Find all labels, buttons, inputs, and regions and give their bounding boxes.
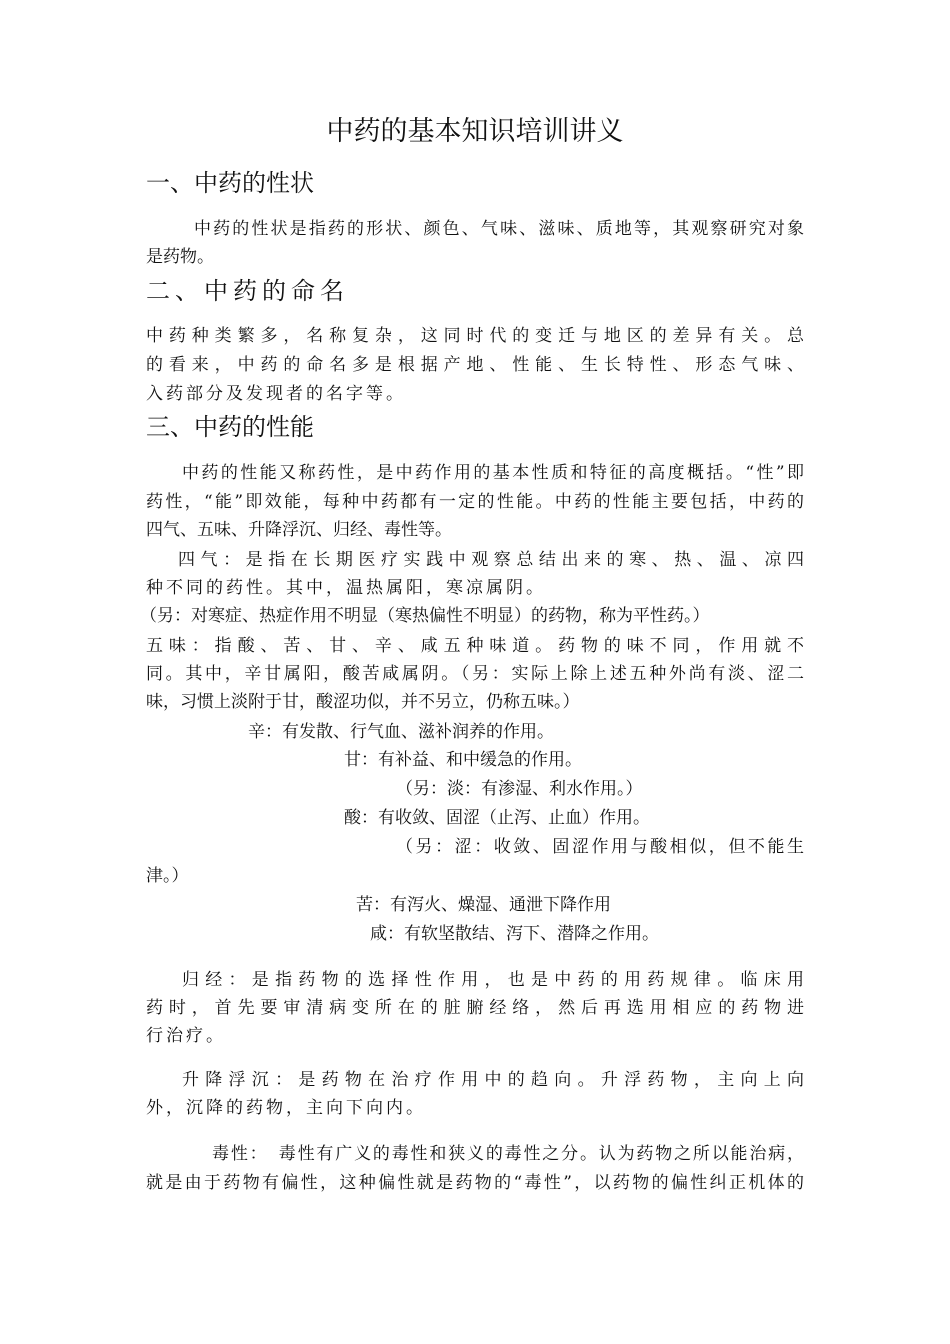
paragraph-line: 归经：是指药物的选择性作用，也是中药的用药规律。临床用 [182,970,804,990]
paragraph-line: 中药的性能又称药性，是中药作用的基本性质和特征的高度概括。“性”即 [182,463,804,483]
document-title: 中药的基本知识培训讲义 [326,116,624,147]
paragraph-line: 的看来，中药的命名多是根据产地、性能、生长特性、形态气味、 [146,355,804,375]
flavor-line: （另：淡：有渗湿、利水作用。） [396,779,643,799]
section-heading-1: 一、中药的性状 [146,169,314,197]
paragraph-line: 种不同的药性。其中，温热属阳，寒凉属阴。 [146,578,546,598]
flavor-line: 酸：有收敛、固涩（止泻、止血）作用。 [344,808,650,828]
flavor-line: 津。） [146,866,189,886]
paragraph-line: 同。其中，辛甘属阳，酸苦咸属阴。（另：实际上除上述五种外尚有淡、涩二 [146,664,804,684]
paragraph-line: 入药部分及发现者的名字等。 [146,384,406,404]
paragraph-line: 四气：是指在长期医疗实践中观察总结出来的寒、热、温、凉四 [178,550,804,570]
paragraph-line: 五味：指酸、苦、甘、辛、咸五种味道。药物的味不同，作用就不 [146,636,804,656]
flavor-line: 甘：有补益、和中缓急的作用。 [344,750,582,770]
flavor-line: 苦：有泻火、燥湿、通泄下降作用 [356,895,611,915]
paragraph-line: 中药的性状是指药的形状、颜色、气味、滋味、质地等，其观察研究对象 [194,219,804,239]
flavor-line: 咸：有软坚散结、泻下、潜降之作用。 [370,924,659,944]
section-heading-3: 三、中药的性能 [146,413,314,441]
paragraph-line: 中药种类繁多，名称复杂，这同时代的变迁与地区的差异有关。总 [146,326,804,346]
paragraph-line: 是药物。 [146,247,214,267]
paragraph-line: 外，沉降的药物，主向下向内。 [146,1098,426,1118]
flavor-line: 辛：有发散、行气血、滋补润养的作用。 [248,722,554,742]
paragraph-line: 药时，首先要审清病变所在的脏腑经络，然后再选用相应的药物进 [146,998,804,1018]
paragraph-line: 行治疗。 [146,1026,226,1046]
paragraph-line: 四气、五味、升降浮沉、归经、毒性等。 [146,520,452,540]
paragraph-line: 味，习惯上淡附于甘，酸涩功似，并不另立，仍称五味。） [146,692,580,712]
paragraph-line: （另：对寒症、热症作用不明显（寒热偏性不明显）的药物，称为平性药。） [140,606,710,626]
paragraph-line: 药性，“能”即效能，每种中药都有一定的性能。中药的性能主要包括，中药的 [146,492,804,512]
paragraph-line: 就是由于药物有偏性，这种偏性就是药物的“毒性”，以药物的偏性纠正机体的 [146,1173,804,1193]
paragraph-line: 毒性： 毒性有广义的毒性和狭义的毒性之分。认为药物之所以能治病， [212,1144,804,1164]
section-heading-2: 二、中药的命名 [146,277,349,305]
paragraph-line: 升降浮沉：是药物在治疗作用中的趋向。升浮药物，主向上向 [182,1070,804,1090]
flavor-line: （另：涩：收敛、固涩作用与酸相似，但不能生 [396,837,804,857]
